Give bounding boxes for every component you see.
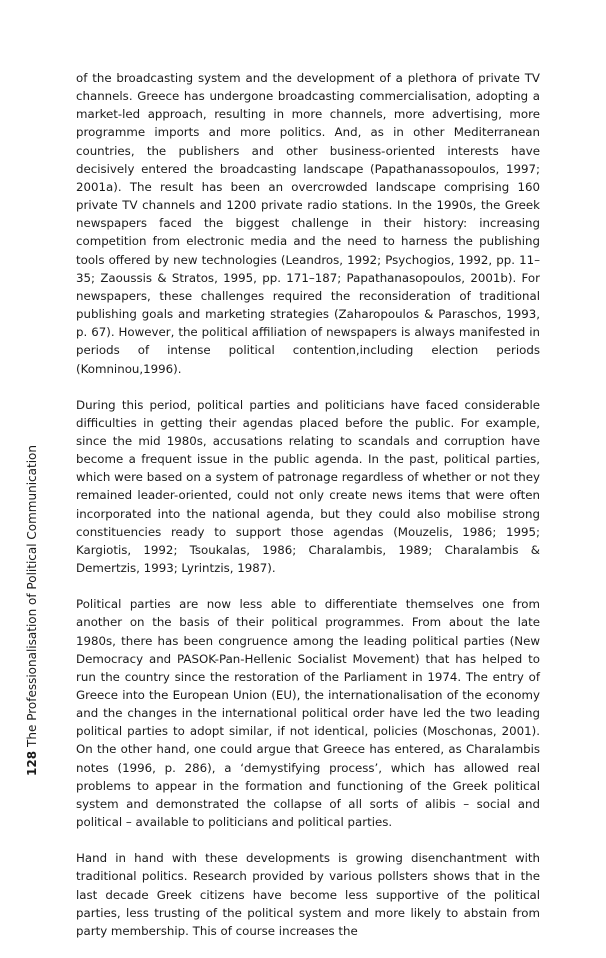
- body-text: [76, 69, 540, 958]
- paragraph: Hand in hand with these developments is growing disenchantment with traditional politics. Research provided by various pollsters shows that in the last decade Greek citizens have become less supportive of the political parties, less trusting of the political system and more likely to abstain from party membership. This of course increases the: [76, 851, 540, 938]
- book-title: The Professionalisation of Political Communication: [25, 445, 39, 747]
- paragraph: During this period, political parties and politicians have faced considerable difficulties in getting their agendas placed before the public. For example, since the mid 1980s, accusations relating to scandals and corruption have become a frequent issue in the public agenda. In the past, political parties, which were based on a system of patronage regardless of whether or not they remained leader-oriented, could not only create news items that were often incorporated into the national agenda, but they could also mobilise strong constituencies ready to support those agendas (Mouzelis, 1986; 1995; Kargiotis, 1992; Tsoukalas, 1986; Charalambis, 1989; Charalambis & Demertzis, 1993; Lyrintzis, 1987).: [76, 397, 540, 576]
- page-number: 128: [25, 750, 39, 776]
- paragraph: of the broadcasting system and the development of a plethora of private TV channels. Greece has undergone broadcasting commercialisation, adopting a market-led approach, resulting in more channels, more advertising, more programme imports and more politics. And, as in other Mediterranean countries, the publishers and other business-oriented interests have decisively entered the broadcasting landscape (Papathanassopoulos, 1997; 2001a). The result has been an overcrowded landscape comprising 160 private TV channels and 1200 private radio stations. In the 1990s, the Greek newspapers faced the biggest challenge in their history: increasing competition from electronic media and the need to harness the publishing tools offered by new technologies (Leandros, 1992; Psychogios, 1992, pp. 11–35; Zaoussis & Stratos, 1995, pp. 171–187; Papathanasopoulos, 2001b). For newspapers, these challenges required the reconsideration of traditional publishing goals and marketing strategies (Zaharopoulos & Paraschos, 1993, p. 67). However, the political affiliation of newspapers is always manifested in periods of intense political contention,including election periods (Komninou,1996).: [76, 71, 540, 376]
- paragraph: Political parties are now less able to differentiate themselves one from another on the basis of their political programmes. From about the late 1980s, there has been congruence among the leading political parties (New Democracy and PASOK-Pan-Hellenic Socialist Movement) that has helped to run the country since the restoration of the Parliament in 1974. The entry of Greece into the European Union (EU), the internationalisation of the economy and the changes in the international political order have led the two leading political parties to adopt similar, if not identical, policies (Moschonas, 2001). On the other hand, one could argue that Greece has entered, as Charalambis notes (1996, p. 286), a ‘demystifying process’, which has allowed real problems to appear in the formation and functioning of the Greek political system and demonstrated the collapse of all sorts of alibis – social and political – available to politicians and political parties.: [76, 597, 540, 830]
- running-head: [25, 445, 39, 776]
